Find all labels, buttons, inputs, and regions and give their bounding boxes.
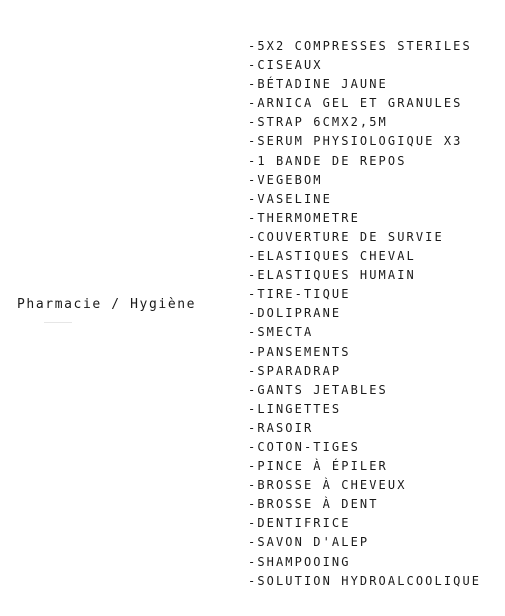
branch-item[interactable]: -SMECTA <box>248 325 314 340</box>
branch-item[interactable]: -COTON-TIGES <box>248 439 360 454</box>
branch-item[interactable]: -VEGEBOM <box>248 172 323 187</box>
branch-item[interactable]: -ELASTIQUES CHEVAL <box>248 249 416 264</box>
branch-item-list <box>248 37 481 591</box>
branch-item[interactable]: -1 BANDE DE REPOS <box>248 153 407 168</box>
branch-item[interactable]: -ELASTIQUES HUMAIN <box>248 268 416 283</box>
branch-item[interactable]: -THERMOMETRE <box>248 210 360 225</box>
branch-item[interactable]: -TIRE-TIQUE <box>248 287 351 302</box>
branch-item[interactable]: -BROSSE À CHEVEUX <box>248 478 407 493</box>
branch-item[interactable]: -STRAP 6CMX2,5M <box>248 115 388 130</box>
branch-item[interactable]: -PINCE À ÉPILER <box>248 459 388 474</box>
branch-item[interactable]: -RASOIR <box>248 420 314 435</box>
branch-item[interactable]: -SAVON D'ALEP <box>248 535 370 550</box>
branch-item[interactable]: -GANTS JETABLES <box>248 382 388 397</box>
root-topic-underline <box>44 322 72 323</box>
branch-item[interactable]: -SHAMPOOING <box>248 554 351 569</box>
branch-item[interactable]: -CISEAUX <box>248 58 323 73</box>
branch-item[interactable]: -5X2 COMPRESSES STERILES <box>248 39 472 53</box>
root-topic-label[interactable]: Pharmacie / Hygiène <box>17 297 197 312</box>
branch-item[interactable]: -LINGETTES <box>248 401 342 416</box>
branch-item[interactable]: -DENTIFRICE <box>248 516 351 531</box>
branch-item[interactable]: -BROSSE À DENT <box>248 497 379 512</box>
branch-item[interactable]: -SPARADRAP <box>248 363 342 378</box>
branch-item[interactable]: -VASELINE <box>248 191 332 206</box>
branch-item[interactable]: -COUVERTURE DE SURVIE <box>248 229 444 244</box>
branch-item[interactable]: -BÉTADINE JAUNE <box>248 77 388 92</box>
branch-item[interactable]: -DOLIPRANE <box>248 306 342 321</box>
branch-item[interactable]: -SERUM PHYSIOLOGIQUE X3 <box>248 134 463 149</box>
branch-item[interactable]: -ARNICA GEL ET GRANULES <box>248 96 463 111</box>
branch-item[interactable]: -PANSEMENTS <box>248 344 351 359</box>
branch-item[interactable]: -SOLUTION HYDROALCOOLIQUE <box>248 573 482 588</box>
